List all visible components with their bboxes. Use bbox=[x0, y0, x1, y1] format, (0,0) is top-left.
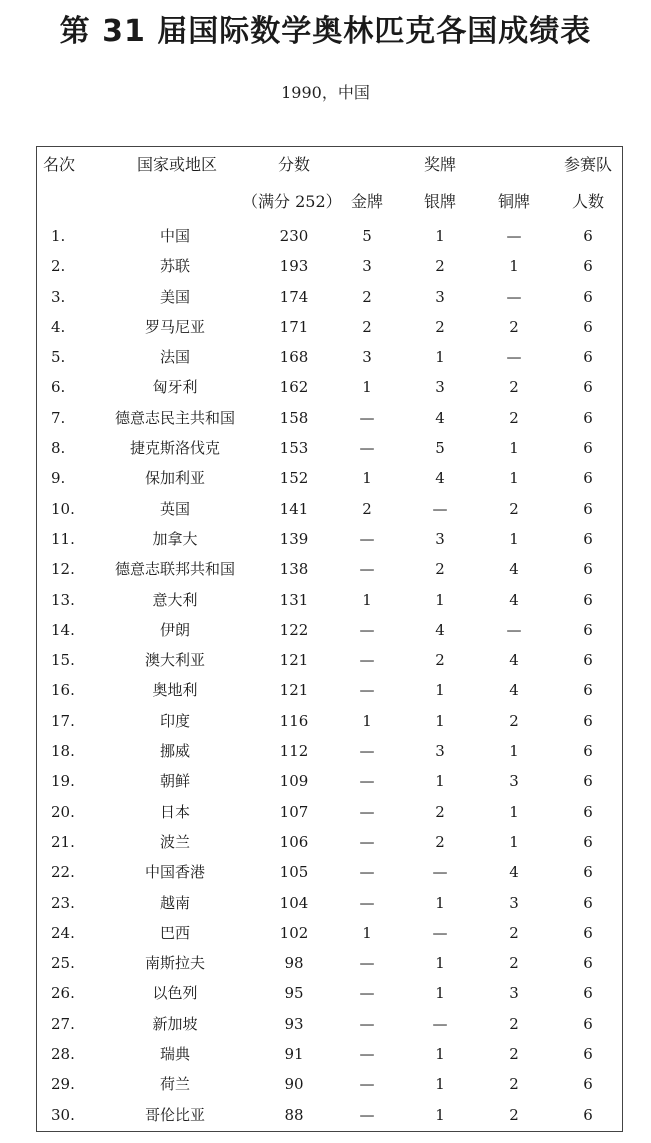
country-cell: 罗马尼亚 bbox=[144, 317, 205, 336]
bronze-cell: 1 bbox=[509, 802, 519, 821]
gold-cell: — bbox=[359, 1045, 375, 1064]
header-gold: 金牌 bbox=[350, 192, 383, 211]
gold-cell: 2 bbox=[362, 287, 372, 306]
table-row bbox=[37, 797, 622, 827]
bronze-cell: — bbox=[506, 287, 522, 306]
score-cell: 122 bbox=[279, 620, 309, 639]
gold-cell: — bbox=[359, 1014, 375, 1033]
score-cell: 193 bbox=[279, 257, 309, 276]
gold-cell: — bbox=[359, 832, 375, 851]
rank-cell: 9. bbox=[51, 469, 66, 488]
score-cell: 162 bbox=[279, 378, 309, 397]
country-cell: 瑞典 bbox=[159, 1045, 190, 1064]
bronze-cell: 3 bbox=[509, 984, 519, 1003]
silver-cell: 3 bbox=[435, 287, 445, 306]
rank-cell: 13. bbox=[51, 590, 75, 609]
country-cell: 美国 bbox=[159, 287, 190, 306]
team-size-cell: 6 bbox=[583, 499, 593, 518]
team-size-cell: 6 bbox=[583, 1105, 593, 1124]
team-size-cell: 6 bbox=[583, 408, 593, 427]
silver-cell: 1 bbox=[435, 772, 445, 791]
score-cell: 105 bbox=[279, 863, 309, 882]
table-row bbox=[37, 736, 622, 766]
silver-cell: 2 bbox=[435, 560, 445, 579]
score-cell: 88 bbox=[284, 1105, 304, 1124]
table-row bbox=[37, 978, 622, 1008]
team-size-cell: 6 bbox=[583, 1045, 593, 1064]
table-row bbox=[37, 524, 622, 554]
gold-cell: — bbox=[359, 954, 375, 973]
silver-cell: 3 bbox=[435, 378, 445, 397]
score-cell: 91 bbox=[284, 1045, 304, 1064]
country-cell: 意大利 bbox=[152, 590, 198, 609]
page-subtitle: 1990，中国 bbox=[281, 83, 370, 102]
country-cell: 中国香港 bbox=[144, 863, 205, 882]
team-size-cell: 6 bbox=[583, 620, 593, 639]
country-cell: 巴西 bbox=[159, 923, 190, 942]
table-row bbox=[37, 766, 622, 796]
team-size-cell: 6 bbox=[583, 893, 593, 912]
bronze-cell: 2 bbox=[509, 923, 519, 942]
table-row bbox=[37, 342, 622, 372]
rank-cell: 19. bbox=[51, 772, 75, 791]
silver-cell: 1 bbox=[435, 681, 445, 700]
gold-cell: 3 bbox=[362, 257, 372, 276]
silver-cell: 4 bbox=[435, 408, 445, 427]
team-size-cell: 6 bbox=[583, 439, 593, 458]
header-silver: 银牌 bbox=[423, 192, 456, 211]
table-body bbox=[37, 221, 622, 1130]
table-header-row-1 bbox=[37, 150, 622, 180]
header-team: 参赛队 bbox=[563, 155, 612, 174]
rank-cell: 5. bbox=[51, 348, 66, 367]
score-cell: 153 bbox=[279, 439, 309, 458]
team-size-cell: 6 bbox=[583, 529, 593, 548]
country-cell: 越南 bbox=[159, 893, 190, 912]
table-row bbox=[37, 706, 622, 736]
gold-cell: — bbox=[359, 560, 375, 579]
bronze-cell: 2 bbox=[509, 1105, 519, 1124]
score-cell: 168 bbox=[279, 348, 309, 367]
bronze-cell: 2 bbox=[509, 317, 519, 336]
table-row bbox=[37, 312, 622, 342]
bronze-cell: 4 bbox=[509, 590, 519, 609]
team-size-cell: 6 bbox=[583, 257, 593, 276]
bronze-cell: 2 bbox=[509, 711, 519, 730]
country-cell: 伊朗 bbox=[159, 620, 190, 639]
table-row bbox=[37, 645, 622, 675]
gold-cell: — bbox=[359, 1075, 375, 1094]
table-header-row-2 bbox=[37, 187, 622, 217]
team-size-cell: 6 bbox=[583, 287, 593, 306]
table-row bbox=[37, 675, 622, 705]
score-cell: 109 bbox=[279, 772, 309, 791]
silver-cell: — bbox=[432, 863, 448, 882]
team-size-cell: 6 bbox=[583, 1014, 593, 1033]
gold-cell: — bbox=[359, 529, 375, 548]
rank-cell: 29. bbox=[51, 1075, 75, 1094]
score-cell: 171 bbox=[279, 317, 309, 336]
score-cell: 104 bbox=[279, 893, 309, 912]
score-cell: 152 bbox=[279, 469, 309, 488]
rank-cell: 12. bbox=[51, 560, 75, 579]
rank-cell: 28. bbox=[51, 1045, 75, 1064]
country-cell: 波兰 bbox=[159, 832, 190, 851]
gold-cell: 1 bbox=[362, 923, 372, 942]
country-cell: 日本 bbox=[159, 802, 190, 821]
bronze-cell: — bbox=[506, 620, 522, 639]
gold-cell: 1 bbox=[362, 378, 372, 397]
rank-cell: 1. bbox=[51, 227, 66, 245]
header-score: 分数 bbox=[277, 155, 310, 174]
bronze-cell: 2 bbox=[509, 1014, 519, 1033]
country-cell: 朝鲜 bbox=[159, 772, 190, 791]
country-cell: 哥伦比亚 bbox=[144, 1105, 205, 1124]
silver-cell: — bbox=[432, 1014, 448, 1033]
team-size-cell: 6 bbox=[583, 317, 593, 336]
country-cell: 苏联 bbox=[159, 257, 190, 276]
country-cell: 德意志民主共和国 bbox=[114, 408, 235, 427]
rank-cell: 3. bbox=[51, 287, 66, 306]
rank-cell: 24. bbox=[51, 923, 75, 942]
bronze-cell: 3 bbox=[509, 772, 519, 791]
silver-cell: 2 bbox=[435, 802, 445, 821]
team-size-cell: 6 bbox=[583, 681, 593, 700]
team-size-cell: 6 bbox=[583, 590, 593, 609]
silver-cell: 3 bbox=[435, 742, 445, 761]
silver-cell: 2 bbox=[435, 257, 445, 276]
table-row bbox=[37, 433, 622, 463]
score-cell: 116 bbox=[279, 711, 309, 730]
country-cell: 英国 bbox=[159, 499, 190, 518]
score-cell: 131 bbox=[279, 590, 309, 609]
score-cell: 102 bbox=[279, 923, 309, 942]
rank-cell: 16. bbox=[51, 681, 75, 700]
bronze-cell: 1 bbox=[509, 529, 519, 548]
gold-cell: — bbox=[359, 408, 375, 427]
gold-cell: 2 bbox=[362, 317, 372, 336]
rank-cell: 14. bbox=[51, 620, 75, 639]
score-cell: 93 bbox=[284, 1014, 304, 1033]
team-size-cell: 6 bbox=[583, 651, 593, 670]
gold-cell: — bbox=[359, 620, 375, 639]
bronze-cell: 3 bbox=[509, 893, 519, 912]
score-cell: 112 bbox=[279, 742, 309, 761]
table-row bbox=[37, 948, 622, 978]
silver-cell: 4 bbox=[435, 620, 445, 639]
bronze-cell: 4 bbox=[509, 681, 519, 700]
rank-cell: 21. bbox=[51, 832, 75, 851]
rank-cell: 7. bbox=[51, 408, 66, 427]
gold-cell: — bbox=[359, 863, 375, 882]
team-size-cell: 6 bbox=[583, 863, 593, 882]
team-size-cell: 6 bbox=[583, 711, 593, 730]
results-table bbox=[36, 146, 623, 1132]
table-row bbox=[37, 857, 622, 887]
rank-cell: 25. bbox=[51, 954, 75, 973]
table-row bbox=[37, 827, 622, 857]
rank-cell: 8. bbox=[51, 439, 66, 458]
page-title: 第 31 届国际数学奥林匹克各国成绩表 bbox=[59, 14, 592, 49]
rank-cell: 11. bbox=[51, 529, 75, 548]
gold-cell: — bbox=[359, 651, 375, 670]
table-row bbox=[37, 282, 622, 312]
bronze-cell: 2 bbox=[509, 954, 519, 973]
rank-cell: 18. bbox=[51, 742, 75, 761]
rank-cell: 15. bbox=[51, 651, 75, 670]
table-row bbox=[37, 554, 622, 584]
team-size-cell: 6 bbox=[583, 469, 593, 488]
team-size-cell: 6 bbox=[583, 742, 593, 761]
rank-cell: 6. bbox=[51, 378, 66, 397]
silver-cell: 2 bbox=[435, 317, 445, 336]
bronze-cell: 1 bbox=[509, 469, 519, 488]
header-medals: 奖牌 bbox=[423, 155, 456, 174]
rank-cell: 23. bbox=[51, 893, 75, 912]
silver-cell: — bbox=[432, 923, 448, 942]
bronze-cell: — bbox=[506, 227, 522, 245]
rank-cell: 20. bbox=[51, 802, 75, 821]
score-cell: 95 bbox=[284, 984, 304, 1003]
country-cell: 以色列 bbox=[152, 984, 198, 1003]
silver-cell: — bbox=[432, 499, 448, 518]
country-cell: 荷兰 bbox=[159, 1075, 190, 1094]
bronze-cell: 2 bbox=[509, 1075, 519, 1094]
gold-cell: 1 bbox=[362, 590, 372, 609]
table-row bbox=[37, 494, 622, 524]
score-cell: 230 bbox=[279, 227, 309, 245]
bronze-cell: 2 bbox=[509, 499, 519, 518]
team-size-cell: 6 bbox=[583, 1075, 593, 1094]
silver-cell: 4 bbox=[435, 469, 445, 488]
silver-cell: 1 bbox=[435, 1045, 445, 1064]
gold-cell: — bbox=[359, 984, 375, 1003]
silver-cell: 1 bbox=[435, 1075, 445, 1094]
header-rank: 名次 bbox=[43, 155, 76, 174]
rank-cell: 4. bbox=[51, 317, 66, 336]
gold-cell: 1 bbox=[362, 469, 372, 488]
score-cell: 141 bbox=[279, 499, 309, 518]
rank-cell: 26. bbox=[51, 984, 75, 1003]
country-cell: 挪威 bbox=[159, 742, 190, 761]
rank-cell: 10. bbox=[51, 499, 75, 518]
country-cell: 法国 bbox=[159, 348, 190, 367]
team-size-cell: 6 bbox=[583, 227, 593, 245]
silver-cell: 2 bbox=[435, 832, 445, 851]
bronze-cell: 2 bbox=[509, 1045, 519, 1064]
header-bronze: 铜牌 bbox=[497, 192, 530, 211]
bronze-cell: — bbox=[506, 348, 522, 367]
table-row bbox=[37, 918, 622, 948]
country-cell: 加拿大 bbox=[152, 529, 198, 548]
gold-cell: — bbox=[359, 893, 375, 912]
gold-cell: 5 bbox=[362, 227, 372, 245]
gold-cell: — bbox=[359, 742, 375, 761]
gold-cell: — bbox=[359, 681, 375, 700]
silver-cell: 1 bbox=[435, 893, 445, 912]
rank-cell: 17. bbox=[51, 711, 75, 730]
table-row bbox=[37, 221, 622, 251]
team-size-cell: 6 bbox=[583, 378, 593, 397]
silver-cell: 1 bbox=[435, 984, 445, 1003]
rank-cell: 30. bbox=[51, 1105, 75, 1124]
table-row bbox=[37, 1069, 622, 1099]
silver-cell: 3 bbox=[435, 529, 445, 548]
bronze-cell: 1 bbox=[509, 257, 519, 276]
silver-cell: 1 bbox=[435, 590, 445, 609]
silver-cell: 2 bbox=[435, 651, 445, 670]
header-score-note: （满分 252） bbox=[242, 192, 342, 211]
silver-cell: 5 bbox=[435, 439, 445, 458]
country-cell: 保加利亚 bbox=[144, 469, 205, 488]
gold-cell: 2 bbox=[362, 499, 372, 518]
bronze-cell: 4 bbox=[509, 560, 519, 579]
team-size-cell: 6 bbox=[583, 832, 593, 851]
team-size-cell: 6 bbox=[583, 954, 593, 973]
score-cell: 138 bbox=[279, 560, 309, 579]
gold-cell: 1 bbox=[362, 711, 372, 730]
bronze-cell: 2 bbox=[509, 378, 519, 397]
rank-cell: 27. bbox=[51, 1014, 75, 1033]
team-size-cell: 6 bbox=[583, 923, 593, 942]
bronze-cell: 1 bbox=[509, 439, 519, 458]
score-cell: 107 bbox=[279, 802, 309, 821]
gold-cell: 3 bbox=[362, 348, 372, 367]
table-row bbox=[37, 403, 622, 433]
gold-cell: — bbox=[359, 1105, 375, 1124]
header-team-count: 人数 bbox=[571, 192, 604, 211]
score-cell: 121 bbox=[279, 651, 309, 670]
country-cell: 印度 bbox=[159, 711, 190, 730]
silver-cell: 1 bbox=[435, 1105, 445, 1124]
gold-cell: — bbox=[359, 772, 375, 791]
team-size-cell: 6 bbox=[583, 802, 593, 821]
silver-cell: 1 bbox=[435, 711, 445, 730]
bronze-cell: 4 bbox=[509, 863, 519, 882]
team-size-cell: 6 bbox=[583, 772, 593, 791]
table-row bbox=[37, 888, 622, 918]
table-row bbox=[37, 1039, 622, 1069]
country-cell: 德意志联邦共和国 bbox=[114, 560, 235, 579]
score-cell: 98 bbox=[284, 954, 304, 973]
header-country: 国家或地区 bbox=[136, 155, 217, 174]
score-cell: 139 bbox=[279, 529, 309, 548]
country-cell: 奥地利 bbox=[152, 681, 198, 700]
score-cell: 121 bbox=[279, 681, 309, 700]
team-size-cell: 6 bbox=[583, 560, 593, 579]
silver-cell: 1 bbox=[435, 227, 445, 245]
gold-cell: — bbox=[359, 439, 375, 458]
bronze-cell: 1 bbox=[509, 832, 519, 851]
gold-cell: — bbox=[359, 802, 375, 821]
table-row bbox=[37, 463, 622, 493]
bronze-cell: 2 bbox=[509, 408, 519, 427]
team-size-cell: 6 bbox=[583, 984, 593, 1003]
bronze-cell: 4 bbox=[509, 651, 519, 670]
country-cell: 澳大利亚 bbox=[144, 651, 205, 670]
score-cell: 174 bbox=[279, 287, 309, 306]
table-row bbox=[37, 372, 622, 402]
rank-cell: 22. bbox=[51, 863, 75, 882]
score-cell: 158 bbox=[279, 408, 309, 427]
table-row bbox=[37, 251, 622, 281]
table-row bbox=[37, 585, 622, 615]
country-cell: 南斯拉夫 bbox=[144, 954, 205, 973]
bronze-cell: 1 bbox=[509, 742, 519, 761]
rank-cell: 2. bbox=[51, 257, 66, 276]
table-row bbox=[37, 1009, 622, 1039]
country-cell: 新加坡 bbox=[152, 1014, 198, 1033]
score-cell: 90 bbox=[284, 1075, 304, 1094]
silver-cell: 1 bbox=[435, 348, 445, 367]
country-cell: 捷克斯洛伐克 bbox=[129, 439, 220, 458]
country-cell: 匈牙利 bbox=[152, 378, 198, 397]
team-size-cell: 6 bbox=[583, 348, 593, 367]
silver-cell: 1 bbox=[435, 954, 445, 973]
table-row bbox=[37, 615, 622, 645]
country-cell: 中国 bbox=[159, 227, 190, 245]
score-cell: 106 bbox=[279, 832, 309, 851]
table-row bbox=[37, 1100, 622, 1130]
